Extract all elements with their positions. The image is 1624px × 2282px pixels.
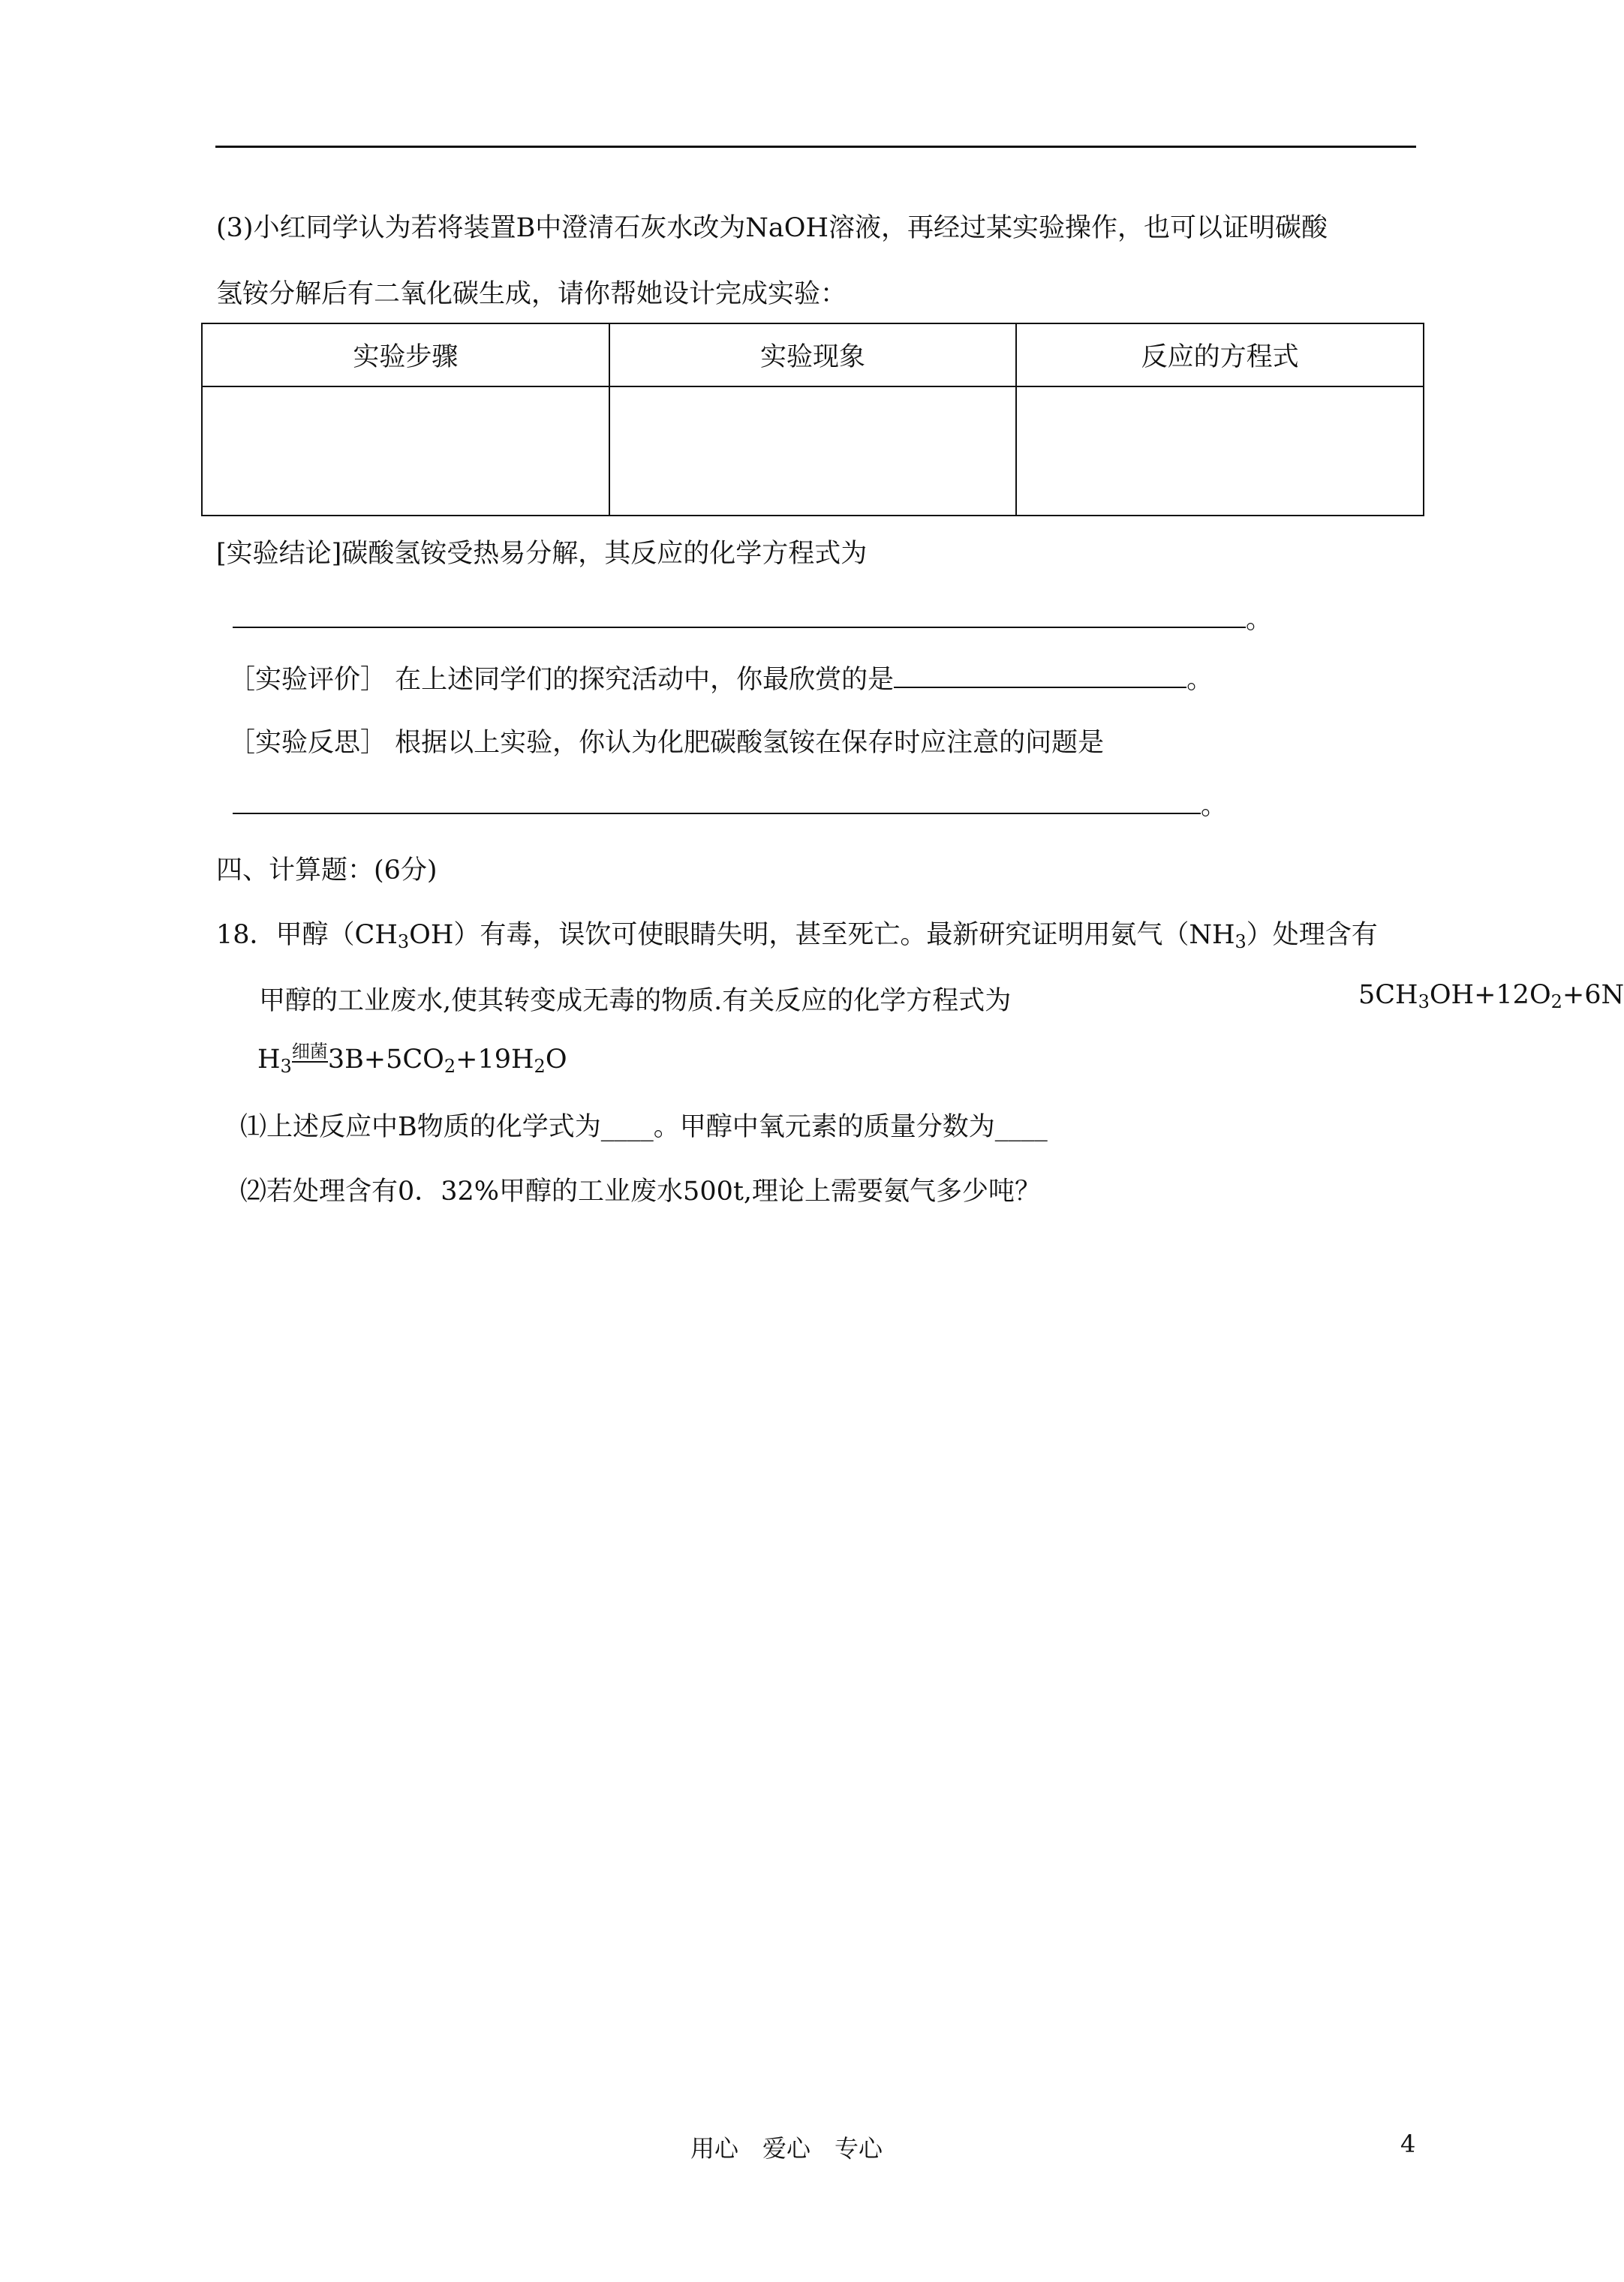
equation-text: H bbox=[257, 1045, 281, 1075]
equation-text: +19H bbox=[456, 1045, 534, 1075]
equation-text: +6N bbox=[1562, 980, 1624, 1010]
table-row bbox=[202, 386, 1424, 516]
table-header-equation: 反应的方程式 bbox=[1016, 323, 1424, 386]
equation-text: 5CH bbox=[1358, 980, 1418, 1010]
q18-text: OH）有毒，误饮可使眼睛失明，甚至死亡。最新研究证明用氨气（NH bbox=[409, 920, 1235, 950]
reflection-blank[interactable] bbox=[233, 812, 1201, 814]
page-footer: 用心 爱心 专心 bbox=[690, 2134, 883, 2163]
header-rule bbox=[215, 146, 1416, 148]
equation-part1 bbox=[1358, 980, 1624, 1010]
q18-sub2: ⑵若处理含有0．32%甲醇的工业废水500t,理论上需要氨气多少吨？ bbox=[240, 1177, 1042, 1207]
q18-sub1: ⑴上述反应中B物质的化学式为____。甲醇中氧元素的质量分数为____ bbox=[240, 1112, 1048, 1142]
reflection-answer-line bbox=[233, 785, 1227, 822]
evaluation-period: 。 bbox=[1186, 665, 1213, 695]
q18-text: ）处理含有 bbox=[1246, 920, 1378, 950]
table-cell-phenomena[interactable] bbox=[609, 386, 1017, 516]
equation-text: O bbox=[545, 1045, 567, 1075]
table-header-steps: 实验步骤 bbox=[202, 323, 609, 386]
subscript: 3 bbox=[1418, 991, 1430, 1012]
evaluation-text: ［实验评价］ 在上述同学们的探究活动中，你最欣赏的是 bbox=[229, 665, 895, 695]
section-title: 四、计算题：(6分) bbox=[216, 855, 438, 885]
reflection-text: ［实验反思］ 根据以上实验，你认为化肥碳酸氢铵在保存时应注意的问题是 bbox=[229, 728, 1105, 758]
subscript: 2 bbox=[534, 1056, 546, 1077]
subscript: 3 bbox=[397, 931, 410, 952]
equation-part2 bbox=[257, 1042, 567, 1075]
table-header-phenomena: 实验现象 bbox=[609, 323, 1017, 386]
conclusion-answer-line bbox=[233, 599, 1272, 636]
subscript: 3 bbox=[1235, 931, 1247, 952]
conclusion-period: 。 bbox=[1246, 605, 1273, 635]
q18-line2: 甲醇的工业废水,使其转变成无毒的物质.有关反应的化学方程式为 bbox=[259, 986, 1012, 1016]
table-cell-equation[interactable] bbox=[1016, 386, 1424, 516]
q3-line1: (3)小红同学认为若将装置B中澄清石灰水改为NaOH溶液，再经过某实验操作，也可以证明碳酸 bbox=[216, 213, 1328, 243]
subscript: 2 bbox=[444, 1056, 456, 1077]
conclusion-text: [实验结论]碳酸氢铵受热易分解，其反应的化学方程式为 bbox=[216, 539, 868, 569]
equation-text: 3B+5CO bbox=[327, 1045, 444, 1075]
q18-text: 18．甲醇（CH bbox=[216, 920, 398, 950]
equation-text: OH+12O bbox=[1429, 980, 1551, 1010]
evaluation-line bbox=[229, 659, 1213, 696]
evaluation-blank[interactable] bbox=[894, 686, 1186, 688]
subscript: 3 bbox=[280, 1056, 292, 1077]
reflection-period: 。 bbox=[1201, 791, 1228, 821]
reaction-condition: 细菌 bbox=[291, 1041, 328, 1062]
table-header-row bbox=[202, 323, 1424, 386]
page-number: 4 bbox=[1400, 2130, 1416, 2158]
q3-line2: 氢铵分解后有二氧化碳生成，请你帮她设计完成实验： bbox=[216, 279, 847, 309]
table-cell-steps[interactable] bbox=[202, 386, 609, 516]
q18-line1 bbox=[216, 914, 1378, 952]
conclusion-blank[interactable] bbox=[233, 626, 1246, 628]
experiment-table bbox=[201, 323, 1424, 516]
subscript: 2 bbox=[1550, 991, 1562, 1012]
